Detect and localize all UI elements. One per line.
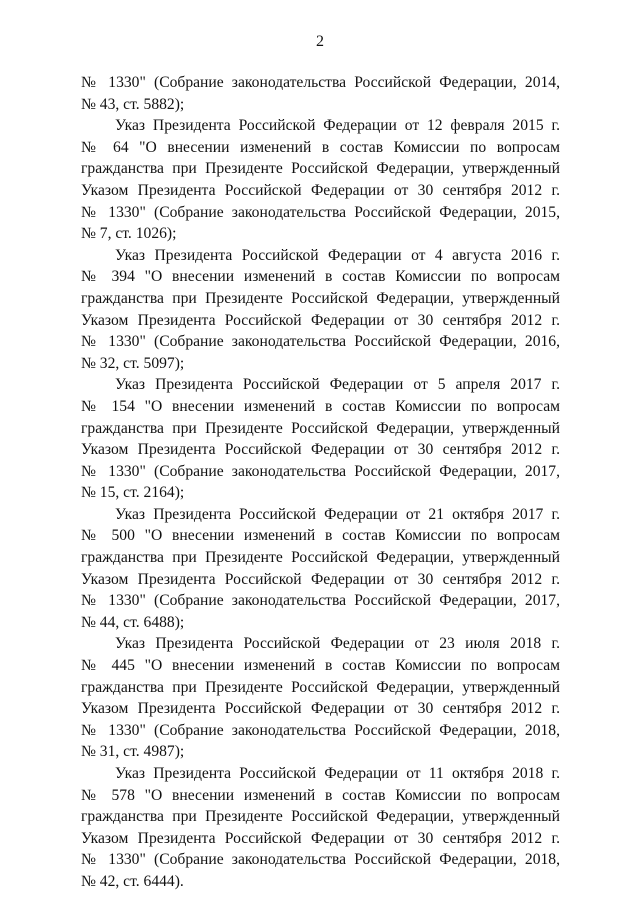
text-line: № 154 "О внесении изменений в состав Комиссии по вопросам (81, 397, 560, 415)
document-body (81, 72, 560, 893)
text-line: Указ Президента Российской Федерации от 11 октября 2018 г. (115, 765, 560, 782)
text-line: № 1330" (Собрание законодательства Российской Федерации, 2018, (81, 721, 560, 739)
text-line: № 1330" (Собрание законодательства Российской Федерации, 2016, (81, 333, 560, 351)
decree-paragraph (81, 72, 560, 115)
text-line: № 43, ст. 5882); (81, 95, 185, 113)
text-line: № 7, ст. 1026); (81, 225, 177, 243)
text-line: № 394 "О внесении изменений в состав Комиссии по вопросам (81, 268, 560, 286)
decree-paragraph (81, 763, 560, 893)
text-line: № 1330" (Собрание законодательства Российской Федерации, 2014, (81, 74, 560, 91)
text-line: № 1330" (Собрание законодательства Российской Федерации, 2015, (81, 203, 560, 221)
decree-paragraph (81, 374, 560, 504)
text-line: № 578 "О внесении изменений в состав Комиссии по вопросам (81, 786, 560, 804)
text-line: № 1330" (Собрание законодательства Российской Федерации, 2017, (81, 462, 560, 480)
text-line: Указ Президента Российской Федерации от 4 августа 2016 г. (115, 246, 560, 264)
text-line: Указ Президента Российской Федерации от 5 апреля 2017 г. (115, 376, 560, 394)
text-line: гражданства при Президенте Российской Федерации, утвержденный (81, 678, 560, 696)
text-line: Указ Президента Российской Федерации от 21 октября 2017 г. (115, 505, 560, 523)
text-line: № 44, ст. 6488); (81, 613, 185, 631)
text-line: Указ Президента Российской Федерации от 12 февраля 2015 г. (115, 117, 560, 135)
page-number: 2 (316, 33, 324, 50)
text-line: № 31, ст. 4987); (81, 743, 185, 761)
text-line: гражданства при Президенте Российской Федерации, утвержденный (81, 808, 560, 826)
text-line: Указом Президента Российской Федерации от 30 сентября 2012 г. (81, 700, 560, 718)
text-line: № 1330" (Собрание законодательства Российской Федерации, 2018, (81, 851, 560, 869)
text-line: Указ Президента Российской Федерации от 23 июля 2018 г. (115, 635, 560, 653)
text-line: № 15, ст. 2164); (81, 484, 185, 502)
decree-paragraph (81, 633, 560, 763)
text-line: № 500 "О внесении изменений в состав Комиссии по вопросам (81, 527, 560, 545)
text-line: гражданства при Президенте Российской Федерации, утвержденный (81, 549, 560, 567)
decree-paragraph (81, 504, 560, 634)
text-line: гражданства при Президенте Российской Федерации, утвержденный (81, 289, 560, 307)
text-line: гражданства при Президенте Российской Федерации, утвержденный (81, 419, 560, 437)
text-line: № 64 "О внесении изменений в состав Комиссии по вопросам (81, 138, 560, 156)
text-line: Указом Президента Российской Федерации от 30 сентября 2012 г. (81, 441, 560, 459)
text-line: Указом Президента Российской Федерации от 30 сентября 2012 г. (81, 570, 560, 588)
text-line: Указом Президента Российской Федерации от 30 сентября 2012 г. (81, 311, 560, 329)
text-line: гражданства при Президенте Российской Федерации, утвержденный (81, 160, 560, 178)
text-line: Указом Президента Российской Федерации от 30 сентября 2012 г. (81, 181, 560, 199)
text-line: № 32, ст. 5097); (81, 354, 185, 372)
text-line: Указом Президента Российской Федерации от 30 сентября 2012 г. (81, 829, 560, 847)
text-line: № 445 "О внесении изменений в состав Комиссии по вопросам (81, 657, 560, 675)
text-line: № 42, ст. 6444). (81, 872, 184, 890)
text-line: № 1330" (Собрание законодательства Российской Федерации, 2017, (81, 592, 560, 610)
decree-paragraph (81, 245, 560, 375)
decree-paragraph (81, 115, 560, 245)
